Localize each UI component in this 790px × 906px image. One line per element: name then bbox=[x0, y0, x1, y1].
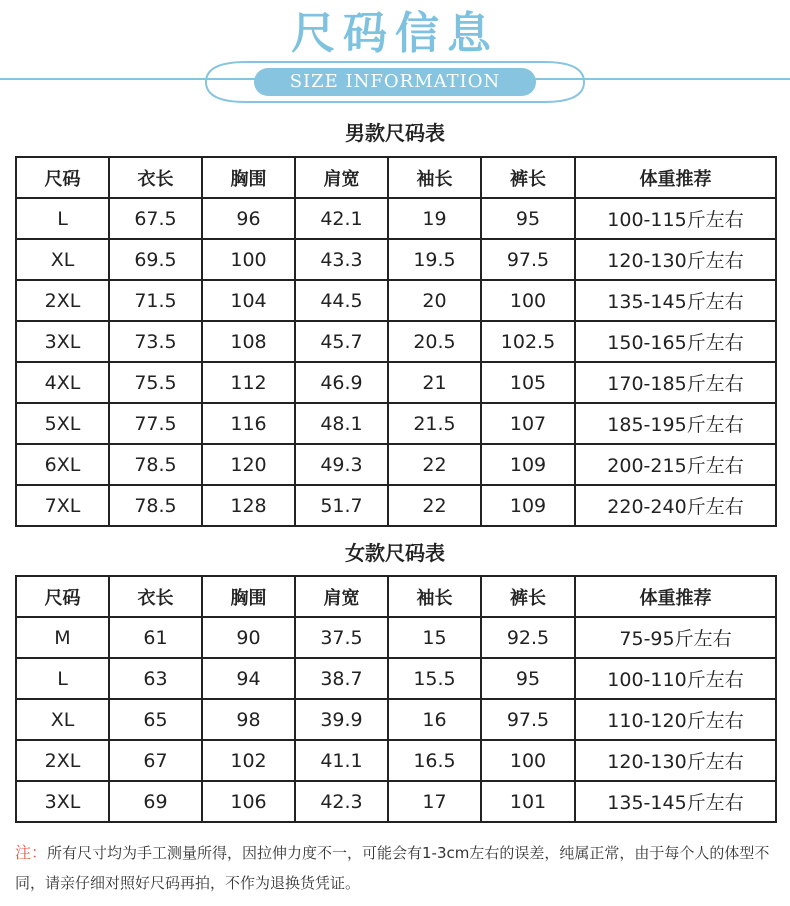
table-cell: 38.7 bbox=[295, 658, 388, 699]
table-row bbox=[16, 239, 776, 280]
table-cell: 15 bbox=[388, 617, 481, 658]
table-row bbox=[16, 658, 776, 699]
table-cell: L bbox=[16, 658, 109, 699]
table-cell: XL bbox=[16, 239, 109, 280]
column-header: 体重推荐 bbox=[575, 157, 776, 198]
table-cell: 94 bbox=[202, 658, 295, 699]
table-row bbox=[16, 740, 776, 781]
table-cell: 20.5 bbox=[388, 321, 481, 362]
table-row bbox=[16, 403, 776, 444]
table-row bbox=[16, 362, 776, 403]
table-cell: 3XL bbox=[16, 321, 109, 362]
table-cell: 61 bbox=[109, 617, 202, 658]
column-header: 裤长 bbox=[481, 576, 575, 617]
table-row bbox=[16, 321, 776, 362]
table-cell: 5XL bbox=[16, 403, 109, 444]
table-cell: L bbox=[16, 198, 109, 239]
column-header: 衣长 bbox=[109, 157, 202, 198]
table-cell: 45.7 bbox=[295, 321, 388, 362]
table-cell: 75.5 bbox=[109, 362, 202, 403]
table-cell: 109 bbox=[481, 485, 575, 526]
disclaimer-note bbox=[15, 838, 785, 898]
table-cell: 21 bbox=[388, 362, 481, 403]
table-row bbox=[16, 617, 776, 658]
table-cell: 102.5 bbox=[481, 321, 575, 362]
table-cell: 108 bbox=[202, 321, 295, 362]
note-label: 注： bbox=[15, 843, 48, 862]
table-cell: 220-240斤左右 bbox=[575, 485, 776, 526]
table-cell: 19.5 bbox=[388, 239, 481, 280]
table-cell: 77.5 bbox=[109, 403, 202, 444]
table-cell: 100-115斤左右 bbox=[575, 198, 776, 239]
table-cell: 17 bbox=[388, 781, 481, 822]
table-cell: 105 bbox=[481, 362, 575, 403]
table-cell: 102 bbox=[202, 740, 295, 781]
column-header: 肩宽 bbox=[295, 576, 388, 617]
table-cell: 69.5 bbox=[109, 239, 202, 280]
table-row bbox=[16, 280, 776, 321]
column-header: 胸围 bbox=[202, 157, 295, 198]
column-header: 袖长 bbox=[388, 576, 481, 617]
table-cell: M bbox=[16, 617, 109, 658]
table-cell: 22 bbox=[388, 444, 481, 485]
table-cell: 120 bbox=[202, 444, 295, 485]
table-cell: 200-215斤左右 bbox=[575, 444, 776, 485]
table-cell: 67 bbox=[109, 740, 202, 781]
table-cell: 100-110斤左右 bbox=[575, 658, 776, 699]
table-cell: 42.1 bbox=[295, 198, 388, 239]
table-row bbox=[16, 198, 776, 239]
table-cell: 21.5 bbox=[388, 403, 481, 444]
table-cell: 16 bbox=[388, 699, 481, 740]
table-cell: 120-130斤左右 bbox=[575, 239, 776, 280]
table-cell: 100 bbox=[481, 280, 575, 321]
table-cell: 78.5 bbox=[109, 485, 202, 526]
table-cell: 15.5 bbox=[388, 658, 481, 699]
column-header: 胸围 bbox=[202, 576, 295, 617]
table-cell: 97.5 bbox=[481, 699, 575, 740]
table-cell: 135-145斤左右 bbox=[575, 781, 776, 822]
table-cell: 107 bbox=[481, 403, 575, 444]
table-cell: 63 bbox=[109, 658, 202, 699]
table-cell: 22 bbox=[388, 485, 481, 526]
table-cell: 128 bbox=[202, 485, 295, 526]
table-cell: 100 bbox=[202, 239, 295, 280]
table-header-row bbox=[16, 157, 776, 198]
table-cell: 95 bbox=[481, 198, 575, 239]
table-cell: 112 bbox=[202, 362, 295, 403]
table-cell: 95 bbox=[481, 658, 575, 699]
table-cell: 67.5 bbox=[109, 198, 202, 239]
table-cell: 116 bbox=[202, 403, 295, 444]
header-title: 尺码信息 bbox=[291, 8, 499, 59]
table-cell: 2XL bbox=[16, 740, 109, 781]
table-cell: 92.5 bbox=[481, 617, 575, 658]
table-cell: 97.5 bbox=[481, 239, 575, 280]
table-cell: 69 bbox=[109, 781, 202, 822]
table-header-row bbox=[16, 576, 776, 617]
table-cell: 100 bbox=[481, 740, 575, 781]
table-cell: 37.5 bbox=[295, 617, 388, 658]
table-cell: 2XL bbox=[16, 280, 109, 321]
table-cell: 185-195斤左右 bbox=[575, 403, 776, 444]
table-cell: 49.3 bbox=[295, 444, 388, 485]
table-cell: 73.5 bbox=[109, 321, 202, 362]
note-text: 所有尺寸均为手工测量所得，因拉伸力度不一，可能会有1-3cm左右的误差，纯属正常，由于每个人的体型不同，请亲仔细对照好尺码再拍，不作为退换货凭证。 bbox=[15, 844, 770, 892]
table-cell: 16.5 bbox=[388, 740, 481, 781]
column-header: 裤长 bbox=[481, 157, 575, 198]
table-cell: 44.5 bbox=[295, 280, 388, 321]
table-cell: 135-145斤左右 bbox=[575, 280, 776, 321]
table-cell: 98 bbox=[202, 699, 295, 740]
table-cell: 106 bbox=[202, 781, 295, 822]
men-size-table bbox=[15, 156, 777, 527]
table-cell: 170-185斤左右 bbox=[575, 362, 776, 403]
table-cell: 96 bbox=[202, 198, 295, 239]
table-row bbox=[16, 485, 776, 526]
table-cell: 65 bbox=[109, 699, 202, 740]
table-cell: 51.7 bbox=[295, 485, 388, 526]
table-cell: 4XL bbox=[16, 362, 109, 403]
header-subtitle: SIZE INFORMATION bbox=[254, 68, 536, 96]
table-row bbox=[16, 444, 776, 485]
table-cell: 7XL bbox=[16, 485, 109, 526]
table-cell: 41.1 bbox=[295, 740, 388, 781]
table-cell: XL bbox=[16, 699, 109, 740]
column-header: 肩宽 bbox=[295, 157, 388, 198]
table-cell: 109 bbox=[481, 444, 575, 485]
table-cell: 120-130斤左右 bbox=[575, 740, 776, 781]
column-header: 体重推荐 bbox=[575, 576, 776, 617]
column-header: 尺码 bbox=[16, 576, 109, 617]
men-table-title: 男款尺码表 bbox=[345, 121, 445, 145]
table-cell: 19 bbox=[388, 198, 481, 239]
women-table-title: 女款尺码表 bbox=[345, 541, 445, 565]
column-header: 尺码 bbox=[16, 157, 109, 198]
table-cell: 110-120斤左右 bbox=[575, 699, 776, 740]
table-cell: 78.5 bbox=[109, 444, 202, 485]
table-cell: 48.1 bbox=[295, 403, 388, 444]
table-cell: 46.9 bbox=[295, 362, 388, 403]
women-size-table bbox=[15, 575, 777, 823]
table-cell: 150-165斤左右 bbox=[575, 321, 776, 362]
column-header: 衣长 bbox=[109, 576, 202, 617]
table-cell: 39.9 bbox=[295, 699, 388, 740]
table-cell: 90 bbox=[202, 617, 295, 658]
table-cell: 43.3 bbox=[295, 239, 388, 280]
table-cell: 101 bbox=[481, 781, 575, 822]
table-row bbox=[16, 699, 776, 740]
table-cell: 20 bbox=[388, 280, 481, 321]
table-cell: 6XL bbox=[16, 444, 109, 485]
table-cell: 71.5 bbox=[109, 280, 202, 321]
table-cell: 104 bbox=[202, 280, 295, 321]
table-cell: 42.3 bbox=[295, 781, 388, 822]
table-cell: 3XL bbox=[16, 781, 109, 822]
table-row bbox=[16, 781, 776, 822]
column-header: 袖长 bbox=[388, 157, 481, 198]
table-cell: 75-95斤左右 bbox=[575, 617, 776, 658]
